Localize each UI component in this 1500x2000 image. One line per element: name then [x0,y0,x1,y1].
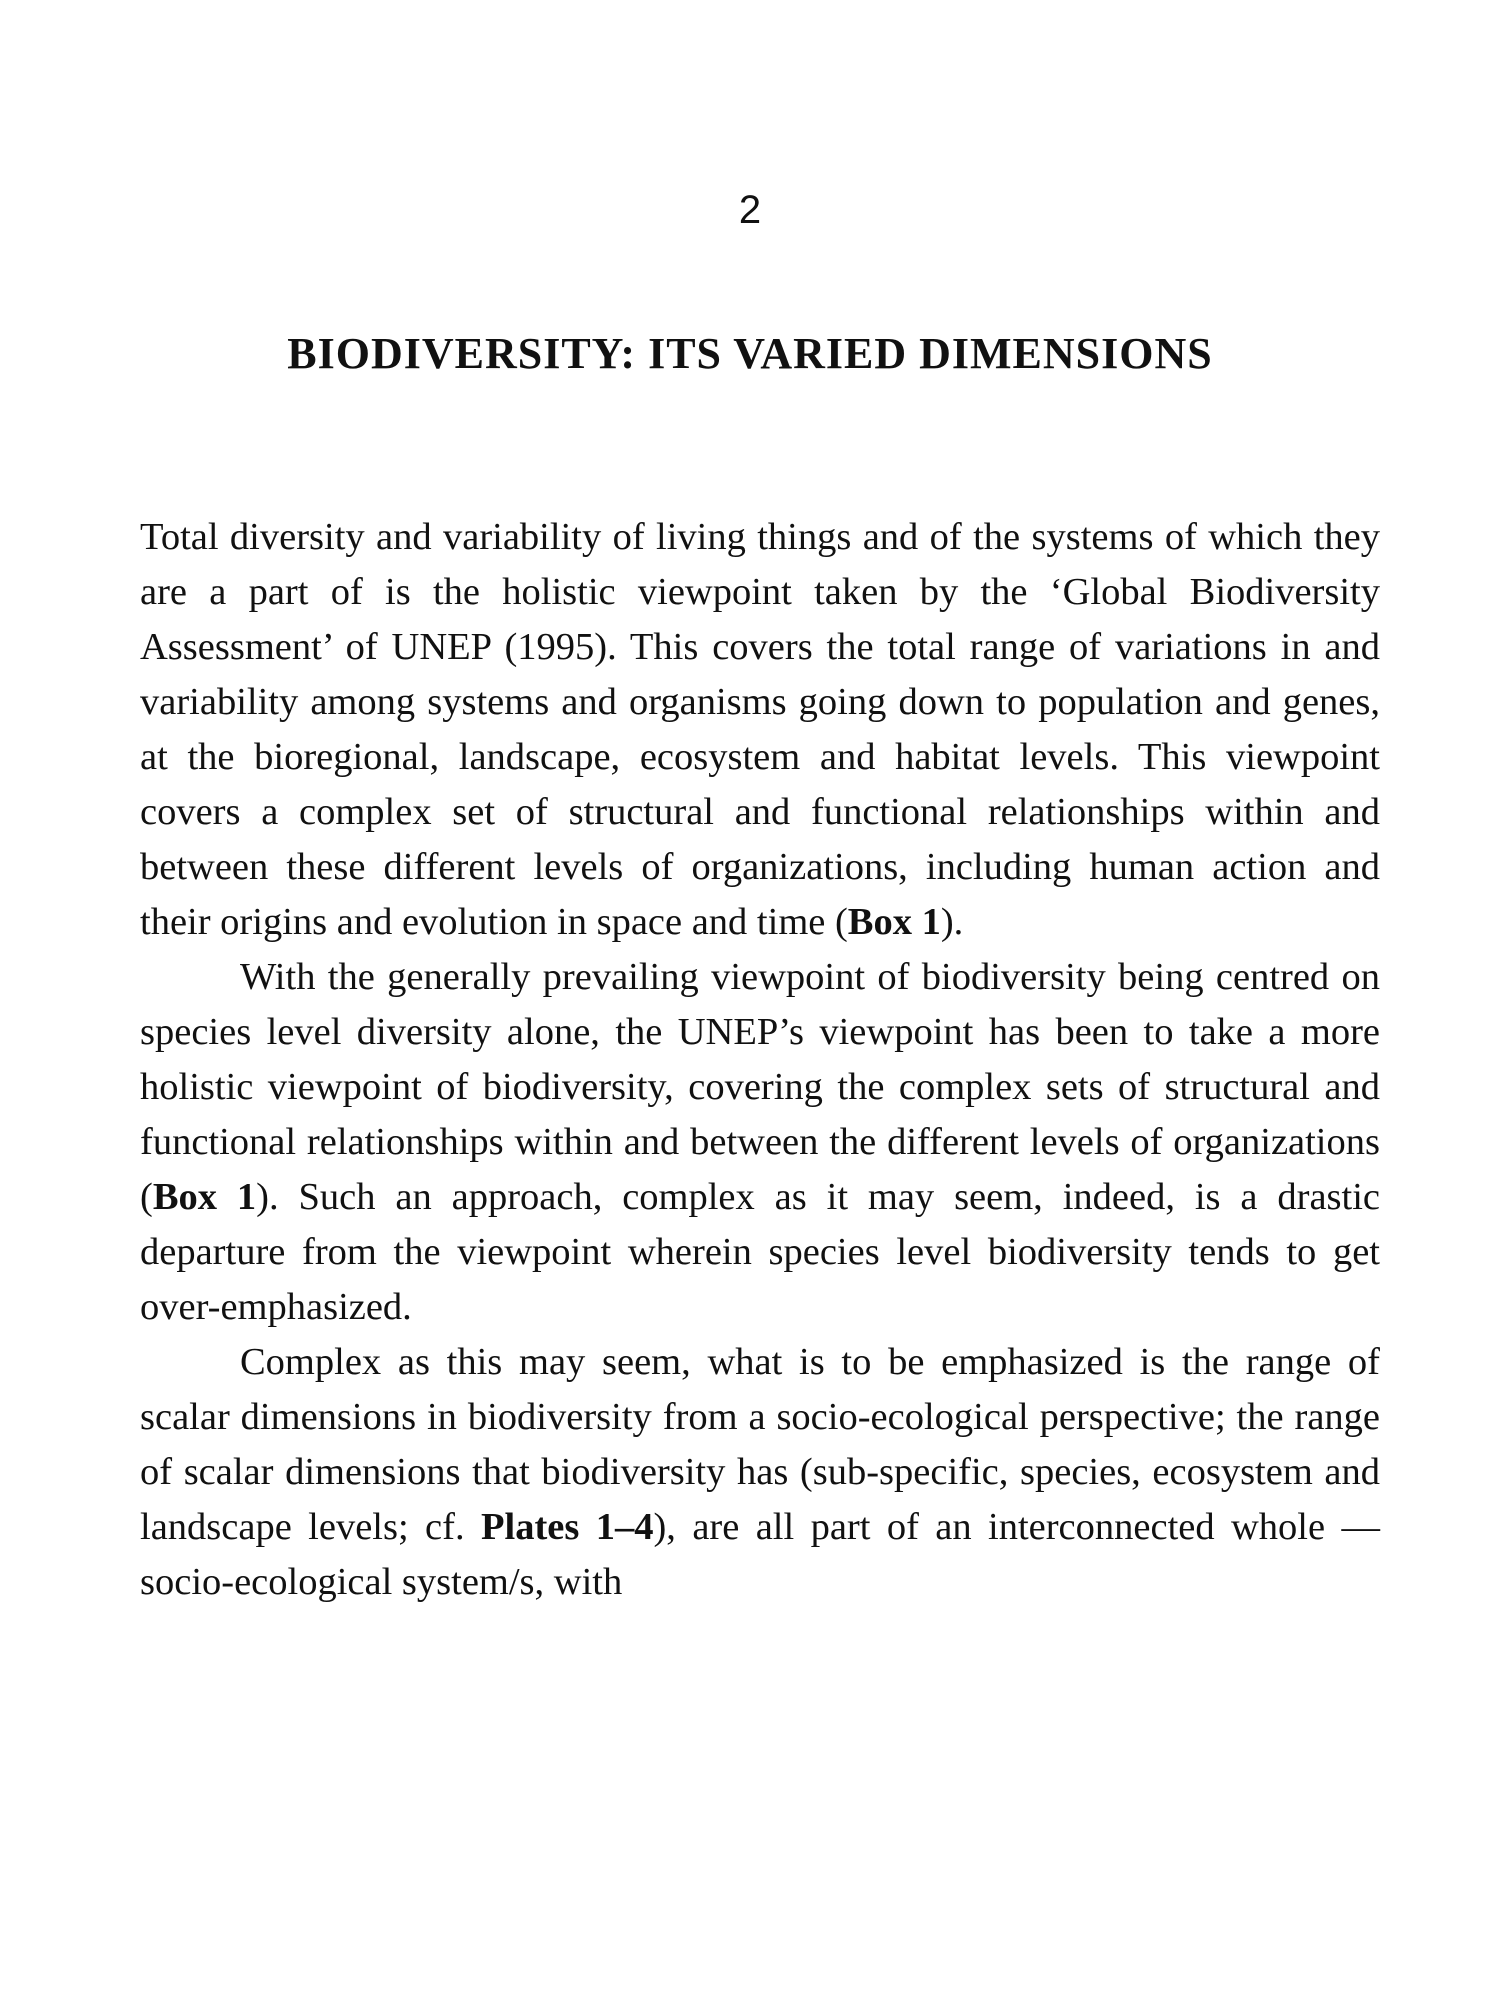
paragraph-2 [140,950,1380,1335]
box-1-reference: Box 1 [152,1176,257,1218]
box-1-reference: Box 1 [847,901,941,943]
body-text [140,510,1380,1610]
paragraph-2-end: ). Such an approach, complex as it may seem, indeed, is a drastic departure from the viewpoint wherein species level biodiversity tends to get over-emphasized. [140,1176,1380,1328]
paragraph-3-text: Complex as this may seem, what is to be emphasized is the range of scalar dimensions in biodiversity from a socio-ecological perspective; the range of scalar dimensions that biodiversity has (sub-specific, species, ecosystem and landscape levels; cf. [140,1341,1380,1548]
paragraph-2-text: With the generally prevailing viewpoint of biodiversity being centred on species level diversity alone, the UNEP’s viewpoint has been to take a more holistic viewpoint of biodiversity, covering the complex sets of structural and functional relationships within and between the different levels of organizations ( [140,956,1380,1218]
chapter-title: BIODIVERSITY: ITS VARIED DIMENSIONS [287,329,1213,378]
paragraph-3 [140,1335,1380,1610]
page-number: 2 [738,188,762,232]
paragraph-1-text: Total diversity and variability of living things and of the systems of which they are a part of is the holistic viewpoint taken by the ‘Global Biodiversity Assessment’ of UNEP (1995). This covers the total range of variations in and variability among systems and organisms going down to population and genes, at the bioregional, landscape, ecosystem and habitat levels. This viewpoint covers a complex set of structural and functional relationships within and between these different levels of organizations, including human action and their origins and evolution in space and time ( [140,516,1380,943]
paragraph-1 [140,510,1380,950]
paragraph-1-end: ). [940,901,964,943]
paragraph-3-end: ), are all part of an interconnected whole — socio-ecological system/s, with [140,1506,1380,1603]
plates-reference: Plates 1–4 [480,1506,654,1548]
